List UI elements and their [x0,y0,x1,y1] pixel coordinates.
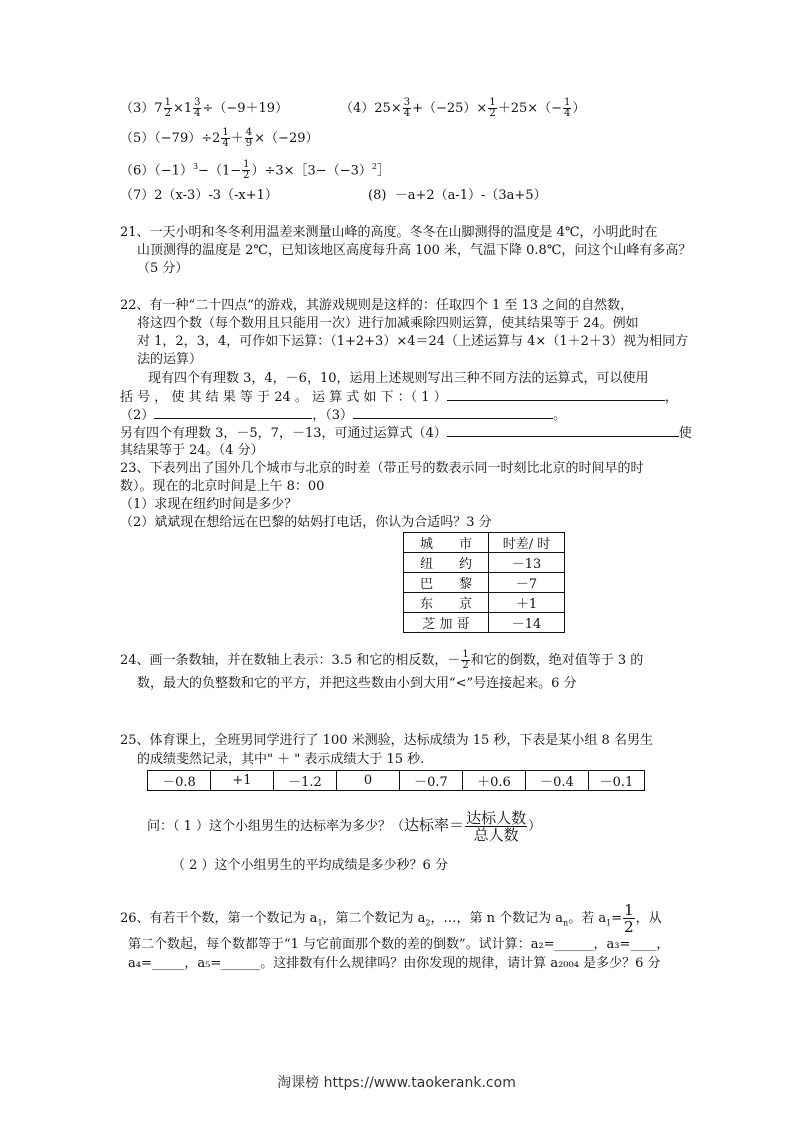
q26-line2: 第二个数起，每个数都等于“1 与它前面那个数的差的倒数”。试计算：a₂=______，a₃=____， [128,937,670,952]
answer-blank-3[interactable] [353,406,553,419]
table-row [404,593,565,613]
score-cell: －0.4 [526,771,589,791]
answer-blank-2[interactable] [154,406,312,419]
score-cell: 0 [337,771,400,791]
exercise-7: （7）2（x-3）-3（-x+1） [120,188,278,203]
diff-cell: －13 [489,553,565,573]
q21-line3: （5 分） [137,261,189,276]
score-cell: +1 [211,771,274,791]
q23-line4: （2）斌斌现在想给远在巴黎的姑妈打电话，你认为合适吗？3 分 [120,515,492,530]
q21-line2: 山顶测得的温度是 2℃，已知该地区高度每升高 100 米，气温下降 0.8℃，问这个山峰有多高？ [137,243,692,258]
q22-line9: 其结果等于 24。（4 分） [120,443,264,458]
q22-line5: 现有四个有理数 3，4，－6，10，运用上述规则写出三种不同方法的运算式，可以使用 [148,371,649,386]
q23-line1: 23、下表列出了国外几个城市与北京的时差（带正号的数表示同一时刻比北京的时间早的时 [120,461,644,476]
q22-line4: 法的运算） [137,352,203,367]
table-header-row [404,533,565,553]
exercise-3: （3）7 $\frac{1}{2}$ ×1 $\frac{3}{4}$ ÷（−9＋19） [120,97,289,119]
table-row [148,771,645,791]
city-cell: 纽 约 [404,553,489,573]
q25-sub1: 问：（ 1 ）这个小组男生的达标率为多少？（达标率＝ $\frac{\text{达标人数}}{\text{总人数}}$ ） [147,809,542,844]
city-cell: 芝 加 哥 [404,613,489,633]
score-cell: －0.8 [148,771,211,791]
q26-line3: a₄=_____，a₅=______。这排数有什么规律吗？由你发现的规律，请计算 a₂₀₀₄ 是多少？6 分 [128,956,661,971]
table-header-cell: 时差/ 时 [489,533,565,553]
q25-line2: 的成绩斐然记录，其中" ＋ " 表示成绩大于 15 秒. [137,752,425,767]
table-row [404,613,565,633]
q22-line1: 22、有一种“二十四点”的游戏，其游戏规则是这样的：任取四个 1 至 13 之间的自然数， [120,298,634,313]
q22-line8: 另有四个有理数 3，－5，7，－13，可通过运算式（4） 使 [120,426,692,441]
exercise-6: $(6)(-1)^3-(1-$ $\frac{1}{2}$ ）$\div 3\times[3-(-3)^2]$ [120,159,390,182]
answer-blank-1[interactable] [447,388,665,401]
diff-cell: ＋1 [489,593,565,613]
exercise-5: （5）（−79）÷2 $\frac{1}{4}$ ＋ $\frac{4}{9}$ ×（−29） [120,127,319,149]
score-cell: －0.7 [400,771,463,791]
q25-line1: 25、体育课上，全班男同学进行了 100 米测验，达标成绩为 15 秒，下表是某小组 8 名男生 [120,733,653,748]
table-header-cell: 城 市 [404,533,489,553]
q23-line3: （1）求现在纽约时间是多少？ [120,497,298,512]
footer-watermark: 淘课榜 https://www.taokerank.com [277,1075,516,1091]
diff-cell: －14 [489,613,565,633]
score-cell: －1.2 [274,771,337,791]
scores-table [147,770,645,791]
q25-sub2: （ 2 ）这个小组男生的平均成绩是多少秒？6 分 [172,858,448,873]
table-row [404,553,565,573]
diff-cell: －7 [489,573,565,593]
answer-blank-4[interactable] [447,424,679,437]
q22-line2: 将这四个数（每个数用且只能用一次）进行加减乘除四则运算，使其结果等于 24。例如 [137,316,639,331]
q23-line2: 数）。现在的北京时间是上午 8：00 [120,479,325,494]
score-cell: －0.1 [589,771,645,791]
q26-line1: 26、有若干个数，第一个数记为 $a_1$，第二个数记为 $a_2$，…，第 n 个数记为 $a_n$。若 $a_1=$ $\frac{1}{2}$ ，从 [120,901,662,936]
q22-line6: 括 号 ， 使 其 结 果 等 于 24 。 运 算 式 如 下 ：（ 1 ） ， [120,390,678,405]
q21-line1: 21、一天小明和冬冬利用温差来测量山峰的高度。冬冬在山脚测得的温度是 4℃，小明此时在 [120,225,658,240]
q24-line2: 数，最大的负整数和它的平方，并把这些数由小到大用“<”号连接起来。6 分 [137,676,577,691]
q22-line3: 对 1，2，3，4，可作如下运算：（1+2+3）×4＝24（上述运算与 4×（1＋2＋3）视为相同方 [137,334,689,349]
exercise-4: （4）25× $\frac{3}{4}$ +（−25）× $\frac{1}{2}$ ＋25×（− $\frac{1}{4}$ ） [340,97,586,119]
time-difference-table [403,532,565,633]
city-cell: 巴 黎 [404,573,489,593]
q24-line1: 24、画一条数轴，并在数轴上表示：3.5 和它的相反数，－ $\frac{1}{2}$ 和它的倒数，绝对值等于 3 的 [120,649,644,671]
city-cell: 东 京 [404,593,489,613]
score-cell: ＋0.6 [463,771,526,791]
exercise-8: (8) －a+2（a-1）-（3a+5） [368,188,547,203]
table-row [404,573,565,593]
q22-line7: （2） ，（3） 。 [120,408,567,423]
